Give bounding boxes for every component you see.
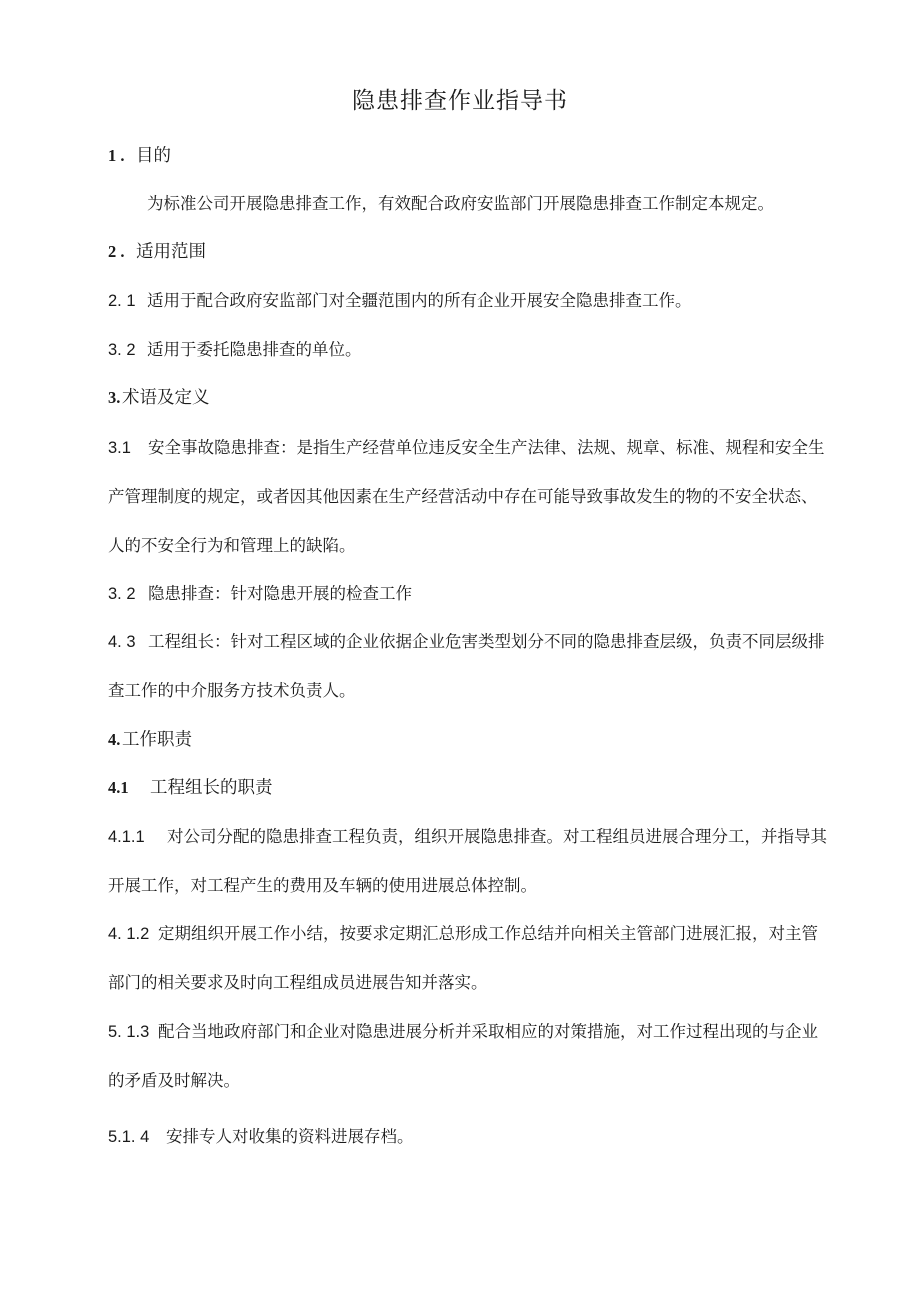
paragraph-line — [0, 485, 920, 509]
clause-number: 4.1.1 — [108, 828, 145, 846]
section-heading-2 — [0, 240, 920, 264]
section-number: 4.1 — [108, 778, 129, 797]
paragraph-text: 查工作的中介服务方技术负责人。 — [108, 681, 356, 700]
clause-number: 4. 3 — [108, 633, 136, 651]
clause-number: 5. 1.3 — [108, 1023, 150, 1041]
paragraph-line — [0, 1125, 920, 1149]
subsection-heading — [0, 776, 920, 800]
paragraph-line — [0, 436, 920, 460]
clause-number: 5.1. 4 — [108, 1128, 150, 1146]
paragraph-text: 安全事故隐患排查：是指生产经营单位违反安全生产法律、法规、规章、标准、规程和安全生 — [148, 438, 825, 457]
section-number: 3. — [108, 388, 121, 407]
paragraph-line — [0, 582, 920, 606]
paragraph-text: 工程组长：针对工程区域的企业依据企业危害类型划分不同的隐患排查层级，负责不同层级排 — [148, 632, 825, 651]
paragraph-line — [0, 1020, 920, 1044]
clause-number: 2. 1 — [108, 292, 136, 310]
clause-number: 3. 2 — [108, 341, 136, 359]
section-title: 工程组长的职责 — [150, 778, 273, 798]
paragraph-text: 定期组织开展工作小结，按要求定期汇总形成工作总结并向相关主管部门进展汇报，对主管 — [158, 924, 818, 943]
paragraph-line — [0, 289, 920, 313]
paragraph-text: 部门的相关要求及时向工程组成员进展告知并落实。 — [108, 973, 488, 992]
clause-number: 4. 1.2 — [108, 925, 150, 943]
clause-number: 3. 2 — [108, 585, 136, 603]
section-number: 4. — [108, 730, 121, 749]
paragraph-line — [0, 971, 920, 995]
paragraph-line — [0, 192, 920, 216]
section-title: 适用范围 — [136, 242, 206, 262]
section-title: 工作职责 — [122, 730, 192, 750]
paragraph-line — [0, 679, 920, 703]
section-title: 目的 — [136, 146, 171, 166]
section-title: 术语及定义 — [122, 388, 210, 408]
document-title: 隐患排查作业指导书 — [352, 88, 568, 114]
paragraph-text: 的矛盾及时解决。 — [108, 1071, 240, 1090]
paragraph-text: 人的不安全行为和管理上的缺陷。 — [108, 536, 356, 555]
paragraph-text: 适用于配合政府安监部门对全疆范围内的所有企业开展安全隐患排查工作。 — [147, 291, 692, 310]
paragraph-text: 隐患排查：针对隐患开展的检查工作 — [148, 584, 412, 603]
paragraph-text: 开展工作，对工程产生的费用及车辆的使用进展总体控制。 — [108, 876, 537, 895]
section-number: 2 . — [108, 242, 125, 261]
paragraph-line — [0, 922, 920, 946]
clause-number: 3.1 — [108, 439, 131, 457]
paragraph-line — [0, 825, 920, 849]
section-heading-3 — [0, 386, 920, 410]
section-heading-1 — [0, 144, 920, 168]
section-number: 1 . — [108, 146, 125, 165]
paragraph-line — [0, 630, 920, 654]
paragraph-line — [0, 338, 920, 362]
paragraph-text: 适用于委托隐患排查的单位。 — [147, 340, 362, 359]
paragraph-text: 产管理制度的规定，或者因其他因素在生产经营活动中存在可能导致事故发生的物的不安全状态、 — [108, 487, 818, 506]
paragraph-text: 配合当地政府部门和企业对隐患进展分析并采取相应的对策措施，对工作过程出现的与企业 — [158, 1022, 818, 1041]
paragraph-line — [0, 534, 920, 558]
paragraph-text: 为标准公司开展隐患排查工作，有效配合政府安监部门开展隐患排查工作制定本规定。 — [147, 194, 774, 213]
paragraph-line — [0, 874, 920, 898]
section-heading-4 — [0, 728, 920, 752]
paragraph-text: 对公司分配的隐患排查工程负责，组织开展隐患排查。对工程组员进展合理分工，并指导其 — [167, 827, 827, 846]
paragraph-text: 安排专人对收集的资料进展存档。 — [166, 1127, 414, 1146]
paragraph-line — [0, 1069, 920, 1093]
